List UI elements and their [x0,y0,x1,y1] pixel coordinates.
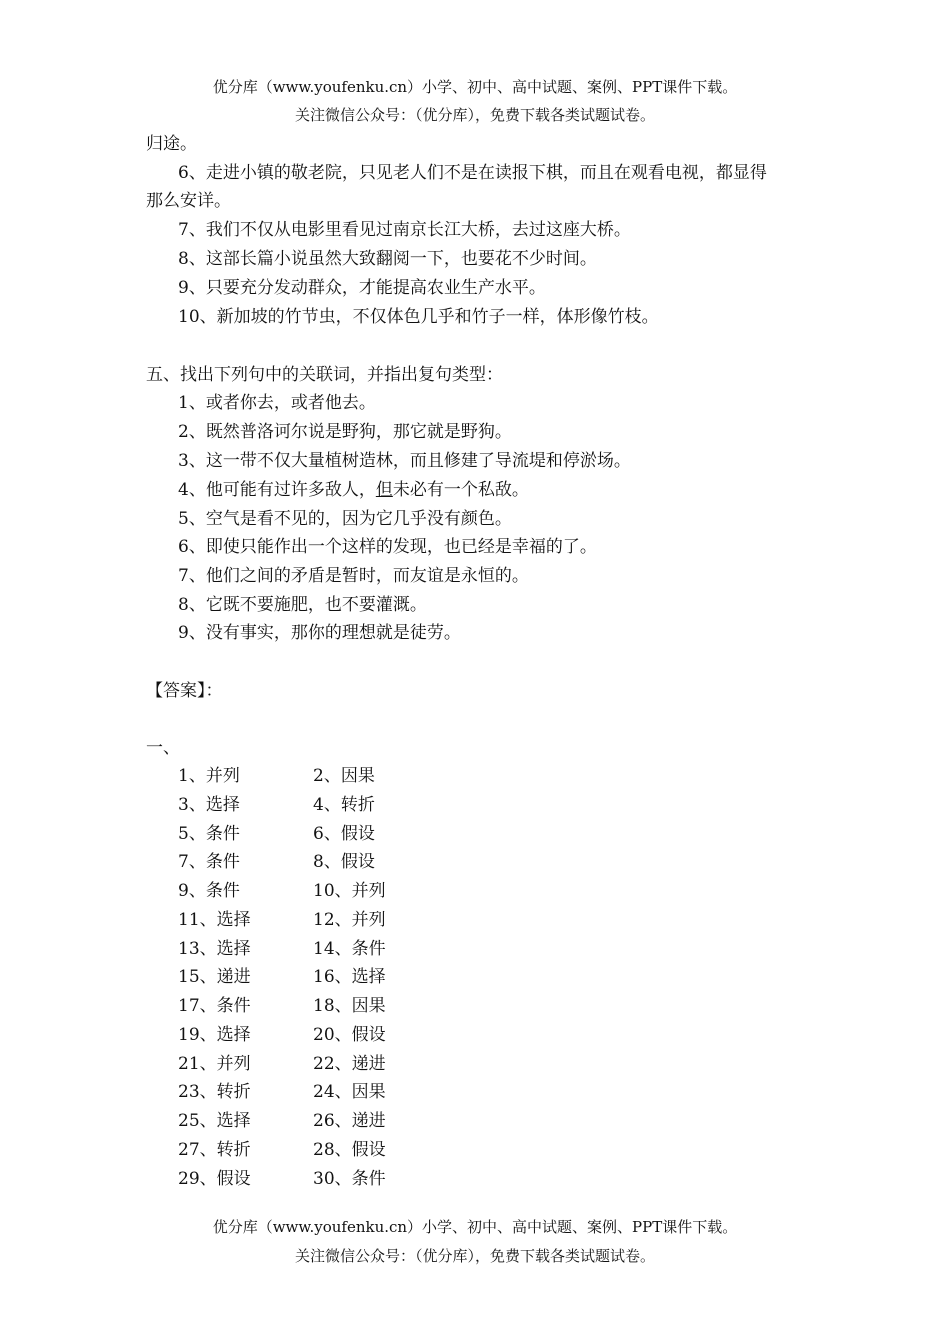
sentence-10: 10、新加坡的竹节虫，不仅体色几乎和竹子一样，体形像竹枝。 [178,307,659,327]
answer-item: 24、因果 [313,1082,386,1102]
answer-item: 11、选择 [178,910,251,930]
answer-item: 27、转折 [178,1140,251,1160]
answer-item: 15、递进 [178,967,251,987]
sentence-9: 9、只要充分发动群众，才能提高农业生产水平。 [178,278,546,298]
section-5-q4-pre: 4、他可能有过许多敌人， [178,480,376,500]
answer-item: 17、条件 [178,996,251,1016]
section-5-q1: 1、或者你去，或者他去。 [178,393,376,413]
answer-item: 5、条件 [178,824,240,844]
answer-item: 1、并列 [178,766,240,786]
answer-item: 26、递进 [313,1111,386,1131]
answer-item: 25、选择 [178,1111,251,1131]
section-5-q7: 7、他们之间的矛盾是暂时，而友谊是永恒的。 [178,566,529,586]
answer-item: 18、因果 [313,996,386,1016]
answer-item: 13、选择 [178,939,251,959]
section-5-q4-post: 未必有一个私敌。 [392,480,529,500]
section-5-q4-underlined: 但 [375,480,393,500]
answer-item: 8、假设 [313,852,375,872]
continuation-text: 归途。 [146,134,197,154]
section-5-q4 [178,479,529,501]
answer-item: 9、条件 [178,881,240,901]
footer-line-1: 优分库（www.youfenku.cn）小学、初中、高中试题、案例、PPT课件下载。 [212,1218,738,1236]
section-5-q5: 5、空气是看不见的，因为它几乎没有颜色。 [178,509,512,529]
answer-item: 6、假设 [313,824,375,844]
answer-item: 20、假设 [313,1025,386,1045]
answer-item: 2、因果 [313,766,375,786]
answer-item: 16、选择 [313,967,386,987]
answer-item: 30、条件 [313,1169,386,1189]
sentence-7: 7、我们不仅从电影里看见过南京长江大桥，去过这座大桥。 [178,220,631,240]
answer-item: 21、并列 [178,1054,251,1074]
answer-item: 12、并列 [313,910,386,930]
section-5-q6: 6、即使只能作出一个这样的发现，也已经是幸福的了。 [178,537,597,557]
answer-item: 19、选择 [178,1025,251,1045]
header-line-1: 优分库（www.youfenku.cn）小学、初中、高中试题、案例、PPT课件下载。 [212,78,738,96]
header-line-2: 关注微信公众号：（优分库），免费下载各类试题试卷。 [294,106,655,124]
answers-part-1: 一、 [146,738,180,758]
answer-item: 23、转折 [178,1082,251,1102]
answers-title: 【答案】： [146,681,223,701]
answer-item: 22、递进 [313,1054,386,1074]
section-5-title: 五、找出下列句中的关联词，并指出复句类型： [146,365,503,385]
answer-item: 29、假设 [178,1169,251,1189]
sentence-8: 8、这部长篇小说虽然大致翻阅一下，也要花不少时间。 [178,249,597,269]
sentence-6-line-2: 那么安详。 [146,191,231,211]
sentence-6-line-1: 6、走进小镇的敬老院，只见老人们不是在读报下棋，而且在观看电视，都显得 [178,163,767,183]
answer-item: 3、选择 [178,795,240,815]
answer-item: 4、转折 [313,795,375,815]
footer-line-2: 关注微信公众号：（优分库），免费下载各类试题试卷。 [294,1247,655,1265]
answer-item: 28、假设 [313,1140,386,1160]
section-5-q8: 8、它既不要施肥，也不要灌溉。 [178,595,427,615]
section-5-q2: 2、既然普洛诃尔说是野狗，那它就是野狗。 [178,422,512,442]
section-5-q9: 9、没有事实，那你的理想就是徒劳。 [178,623,461,643]
answer-item: 10、并列 [313,881,386,901]
answer-item: 14、条件 [313,939,386,959]
answer-item: 7、条件 [178,852,240,872]
section-5-q3: 3、这一带不仅大量植树造林，而且修建了导流堤和停淤场。 [178,451,631,471]
